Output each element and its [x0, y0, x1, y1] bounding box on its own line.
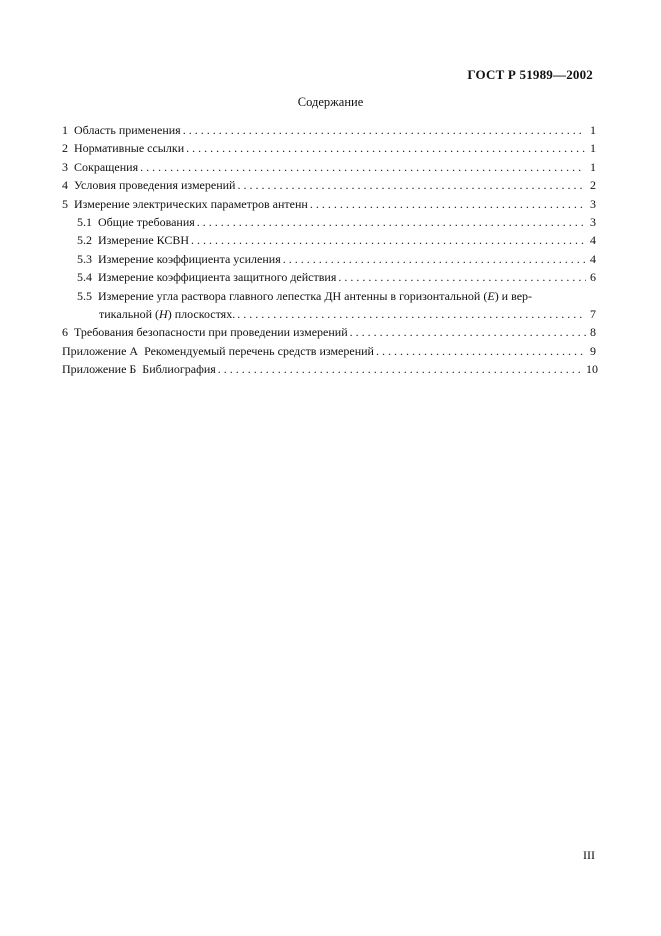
toc-entry-label: Условия проведения измерений — [74, 178, 236, 193]
toc-entry-label: Измерение коэффициента защитного действия — [98, 270, 337, 285]
toc-entry-label-line1: Измерение угла раствора главного лепестка ДН антенны в горизонтальной (E) и вер- — [98, 288, 533, 303]
toc-entry-number: 5.4 — [77, 270, 92, 285]
toc-entry-page: 1 — [590, 123, 596, 137]
toc-entry-label-line2: тикальной (H) плоскостях. — [99, 306, 236, 321]
toc-entry-1[interactable] — [62, 121, 596, 139]
toc-entry-number: 5.1 — [77, 214, 92, 229]
toc-entry-number: 5.5 — [77, 288, 92, 303]
toc-entry-label: Измерение коэффициента усиления — [98, 251, 281, 266]
toc-leader-dots — [197, 213, 585, 231]
toc-entry-number: 3 — [62, 159, 68, 174]
page-number: III — [583, 848, 595, 862]
toc-entry-number: 5.2 — [77, 233, 92, 248]
toc-entry-3[interactable] — [62, 158, 596, 176]
toc-entry-label: Рекомендуемый перечень средств измерений — [144, 343, 374, 358]
toc-entry-page: 6 — [590, 270, 596, 285]
toc-entry-page: 7 — [590, 306, 596, 321]
toc-leader-dots — [376, 342, 586, 360]
toc-entry-page: 4 — [590, 251, 596, 266]
toc-leader-dots — [218, 360, 582, 378]
document-code: ГОСТ Р 51989—2002 — [467, 67, 593, 82]
toc-entry-4[interactable] — [62, 176, 596, 194]
toc-leader-dots — [140, 158, 584, 176]
toc-entry-label: Сокращения — [74, 159, 139, 174]
toc-entry-5-2[interactable] — [62, 231, 596, 249]
toc-entry-page: 9 — [590, 343, 596, 358]
toc-leader-dots — [237, 305, 586, 323]
toc-entry-number: 4 — [62, 178, 68, 193]
toc-leader-dots — [237, 176, 585, 194]
toc-entry-number: 1 — [62, 123, 68, 137]
toc-leader-dots — [186, 139, 585, 157]
toc-entry-appendix-a[interactable] — [62, 342, 596, 360]
toc-entry-label: Требования безопасности при проведении измерений — [74, 325, 348, 340]
toc-leader-dots — [310, 195, 586, 213]
toc-entry-number: 2 — [62, 141, 68, 156]
toc-entry-page: 1 — [590, 141, 596, 156]
toc-entry-label: Библиография — [142, 362, 216, 377]
toc-entry-page: 2 — [590, 178, 596, 193]
toc-entry-5[interactable] — [62, 195, 596, 213]
toc-title: Содержание — [297, 95, 364, 109]
toc-entry-5-5[interactable] — [62, 287, 596, 324]
toc-entry-number: 6 — [62, 325, 68, 340]
toc-entry-page: 10 — [586, 362, 598, 377]
toc-entry-label: Измерение электрических параметров антенн — [74, 196, 308, 211]
toc-entry-label: Общие требования — [98, 214, 195, 229]
toc-entry-5-4[interactable] — [62, 268, 596, 286]
toc-leader-dots — [350, 323, 586, 341]
toc-entry-page: 8 — [590, 325, 596, 340]
toc-entry-number: Приложение Б — [62, 362, 137, 377]
toc-entry-5-1[interactable] — [62, 213, 596, 231]
toc-entry-number: Приложение А — [62, 343, 139, 358]
toc-entry-label: Измерение КСВН — [98, 233, 190, 248]
toc-leader-dots — [191, 231, 585, 249]
toc-entry-label: Нормативные ссылки — [74, 141, 185, 156]
toc-entry-number: 5.3 — [77, 251, 92, 266]
toc-entry-6[interactable] — [62, 323, 596, 341]
toc-entry-label: Область применения — [74, 123, 181, 137]
table-of-contents — [62, 121, 596, 378]
toc-entry-page: 1 — [590, 159, 596, 174]
toc-entry-appendix-b[interactable] — [62, 360, 596, 378]
toc-leader-dots — [283, 250, 586, 268]
toc-entry-page: 4 — [590, 233, 596, 248]
toc-leader-dots — [183, 121, 585, 139]
toc-entry-page: 3 — [590, 196, 596, 211]
toc-leader-dots — [338, 268, 586, 286]
toc-entry-page: 3 — [590, 214, 596, 229]
toc-entry-number: 5 — [62, 196, 68, 211]
toc-entry-5-3[interactable] — [62, 250, 596, 268]
toc-entry-2[interactable] — [62, 139, 596, 157]
